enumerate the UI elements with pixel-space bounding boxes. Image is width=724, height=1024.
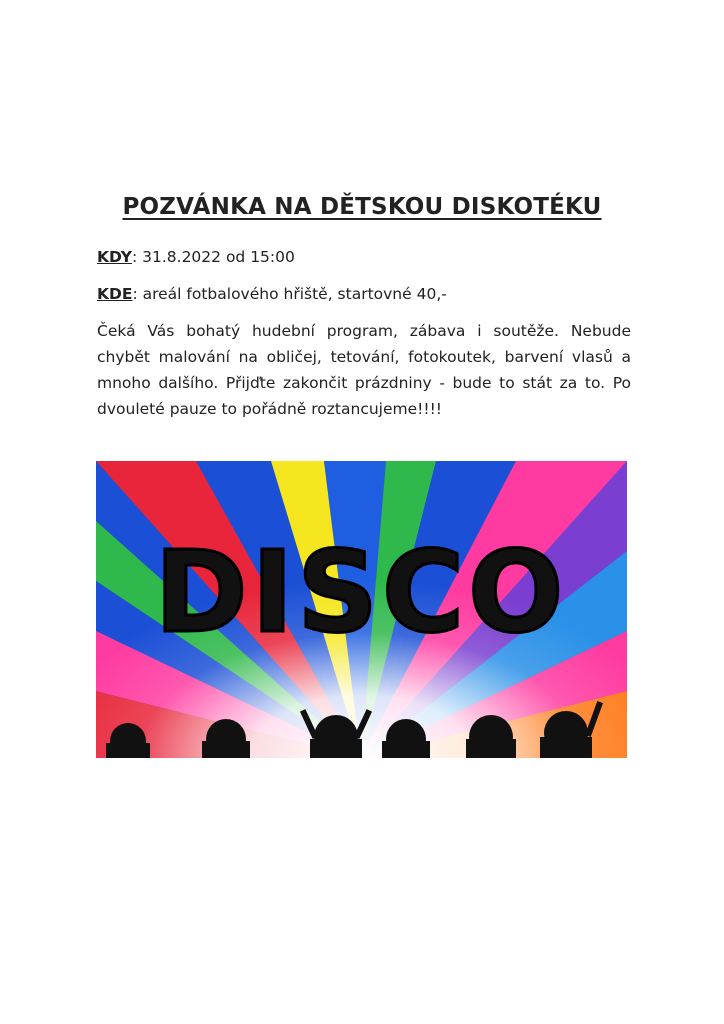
document-title: POZVÁNKA NA DĚTSKOU DISKOTÉKU — [122, 194, 602, 220]
when-line — [97, 248, 295, 266]
description-paragraph: Čeká Vás bohatý hudební program, zábava i soutěže. Nebude chybět malování na obličej, tetování, fotokoutek, barvení vlasů a mnoho dalšího. Přijďte zakončit prázdniny - bude to stát za to. Po dvouleté pauze to pořádně roztancujeme!!!! — [97, 322, 631, 418]
when-value: : 31.8.2022 od 15:00 — [131, 248, 295, 266]
where-value: : areál fotbalového hřiště, startovné 40,- — [132, 285, 447, 303]
where-label: KDE — [97, 285, 133, 303]
when-label: KDY — [97, 248, 132, 266]
where-line — [97, 285, 447, 303]
disco-image — [96, 461, 627, 758]
disco-lettering: DISCO — [154, 528, 568, 658]
